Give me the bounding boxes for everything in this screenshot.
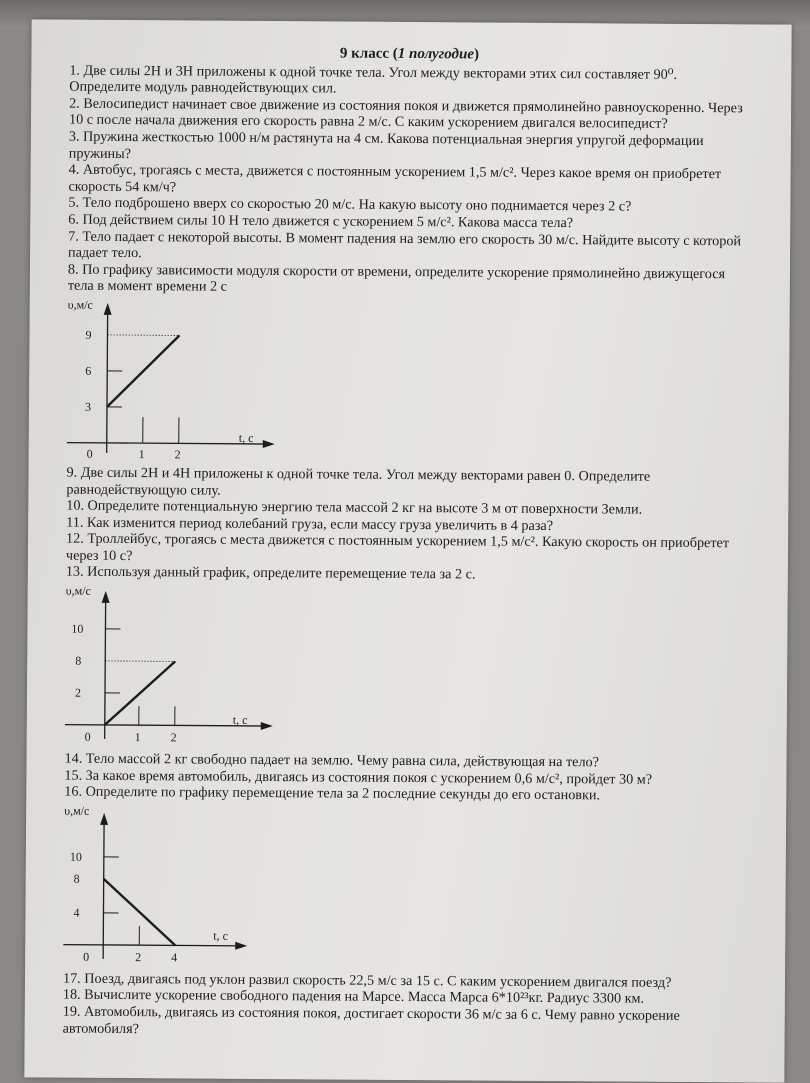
question-text: 9. Две силы 2Н и 4Н приложены к одной точке тела. Угол между векторами равен 0. Определите равнодействующую силу. (66, 465, 746, 503)
question-text: 6. Под действием силы 10 Н тело движется с ускорением 5 м/с². Какова масса тела? (68, 212, 748, 233)
questions-block-a (68, 62, 750, 299)
graph2-origin: 0 (85, 730, 91, 744)
graph1-y-axis (107, 307, 108, 453)
graph3-ylabel: υ,м/с (64, 803, 89, 817)
graph3-ylabel-4: 4 (73, 906, 79, 920)
graph1-ylabel-9: 9 (85, 328, 91, 342)
questions-block-d (63, 970, 743, 1041)
graph3-y-axis (103, 817, 104, 959)
question-text: 7. Тело падает с некоторой высоты. В момент падения на землю его скорость 30 м/с. Найдите высоту с которой падает тело. (68, 228, 748, 266)
graph1-origin: 0 (87, 447, 93, 461)
graph3-y-arrow (100, 813, 108, 825)
graph1-xlabel-1: 1 (139, 447, 145, 461)
graph1-xlabel-2: 2 (175, 447, 181, 461)
question-text: 4. Автобус, трогаясь с места, движется с постоянным ускорением 1,5 м/с². Через какое время он приобретет скорость 54 км/ч? (68, 162, 748, 200)
question-text: 11. Как изменится период колебаний груза, если массу груза увеличить в 4 раза? (66, 514, 746, 535)
graph1-ylabel: υ,м/с (68, 298, 93, 312)
question-text: 12. Троллейбус, трогаясь с места движется с постоянным ускорением 1,5 м/с². Какую скорость он приобретет через 10 с? (66, 531, 746, 569)
question-text: 5. Тело подброшено вверх со скоростью 20 м/с. На какую высоту оно поднимается через 2 с? (68, 195, 748, 216)
questions-block-c (64, 751, 744, 806)
graph3-xlabel: t, с (213, 928, 228, 942)
graph3-origin: 0 (83, 950, 89, 964)
graph1-ylabel-6: 6 (85, 364, 91, 378)
graph-3 (63, 800, 744, 975)
graph2-x-arrow (261, 722, 273, 730)
graph3-ylabel-8: 8 (74, 872, 80, 886)
graph2-ylabel: υ,м/с (66, 584, 91, 598)
graph2-y-axis (105, 595, 106, 739)
question-text: 14. Тело массой 2 кг свободно падает на землю. Чему равна сила, действующая на тело? (64, 751, 744, 772)
graph2-ylabel-2: 2 (75, 686, 81, 700)
graph2-xlabel-2: 2 (171, 730, 177, 744)
graph-2 (65, 581, 746, 756)
question-text: 8. По графику зависимости модуля скорости от времени, определите ускорение прямолинейно движущегося тела в момент времени 2 с (68, 261, 748, 299)
graph1-ylabel-3: 3 (85, 400, 91, 414)
question-text: 19. Автомобиль, двигаясь из состояния покоя, достигает скорости 36 м/с за 6 с. Чему равно ускорение автомобиля? (63, 1004, 743, 1042)
graph2-y-arrow (102, 591, 110, 603)
graph-1 (67, 295, 748, 470)
question-text: 1. Две силы 2Н и 3Н приложены к одной точке тела. Угол между векторами этих сил составляет 90⁰. Определите модуль равнодействующих сил. (69, 62, 749, 100)
graph1-x-arrow (263, 440, 275, 448)
graph3-xlabel-2: 2 (135, 950, 141, 964)
graph1-xlabel: t, с (239, 431, 254, 445)
question-text: 17. Поезд, двигаясь под уклон развил скорость 22,5 м/с за 15 с. С каким ускорением двигался поезд? (63, 970, 743, 991)
question-text: 18. Вычислите ускорение свободного падения на Марсе. Масса Марса 6*10²³кг. Радиус 3300 км. (63, 987, 743, 1008)
graph1-y-arrow (104, 303, 112, 315)
worksheet-title: 9 класс (1 полугодие) (69, 44, 749, 65)
paper-sheet (24, 19, 791, 1082)
questions-block-b (66, 465, 747, 586)
graph2-ylabel-8: 8 (75, 654, 81, 668)
worksheet-content (63, 44, 750, 1042)
graph3-x-axis (63, 944, 243, 945)
graph3-xlabel-4: 4 (171, 950, 177, 964)
question-text: 10. Определите потенциальную энергию тела массой 2 кг на высоте 3 м от поверхности Земли. (66, 498, 746, 519)
question-text: 15. За какое время автомобиль, двигаясь из состояния покоя с ускорением 0,6 м/с², пройдет 30 м? (64, 767, 744, 788)
graph3-x-arrow (235, 942, 247, 950)
question-text: 3. Пружина жесткостью 1000 н/м растянута на 4 см. Какова потенциальная энергия упругой деформации пружины? (69, 129, 749, 167)
graph2-ylabel-10: 10 (71, 622, 83, 636)
graph3-ylabel-10: 10 (70, 849, 82, 863)
question-text: 16. Определите по графику перемещение тела за 2 последние секунды до его остановки. (64, 784, 744, 805)
question-text: 2. Велосипедист начинает свое движение из состояния покоя и движется прямолинейно равноускоренно. Через 10 с после начала движения его скорость равна 2 м/с. С каким ускорением двигался велосипедист? (69, 95, 749, 133)
question-text: 13. Используя данный график, определите перемещение тела за 2 с. (66, 564, 746, 585)
graph2-xlabel-1: 1 (135, 730, 141, 744)
graph2-xlabel: t, с (233, 713, 248, 727)
